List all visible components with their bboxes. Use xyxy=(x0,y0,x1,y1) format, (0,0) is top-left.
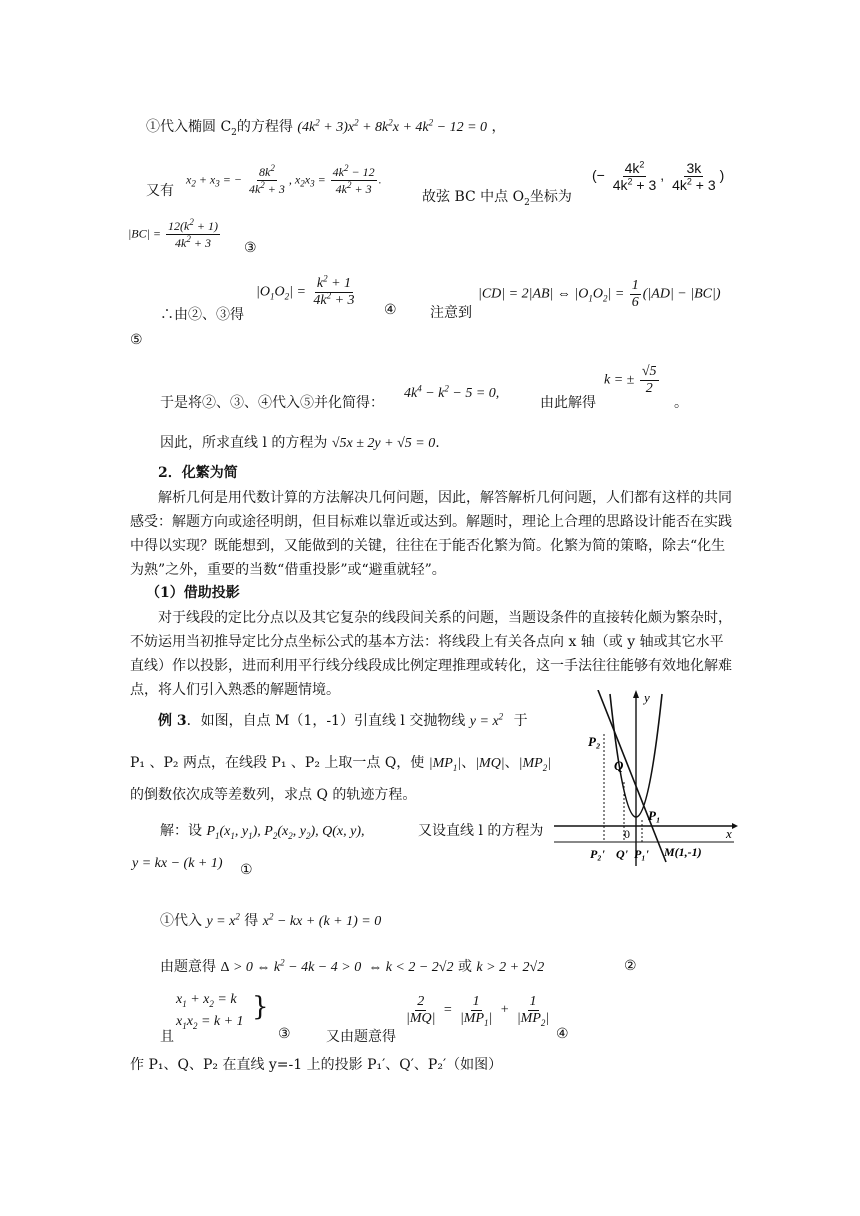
discriminant: Δ > 0 ⇔ $k^2 - 4k - 4 > 0$ ⇔ k < 2 − 2√2 xyxy=(220,957,454,975)
therefore-text xyxy=(160,304,244,324)
text: 的方程得 xyxy=(236,119,293,135)
mp2-abs: $|MP_2|$ xyxy=(518,756,552,773)
text: 因此，所求直线 l 的方程为 xyxy=(160,435,328,451)
projection-paragraph xyxy=(130,606,732,702)
x-axis-arrow xyxy=(732,823,738,829)
text: ③ xyxy=(244,240,257,256)
p2p-label: P₂' xyxy=(590,847,605,861)
text: 得 xyxy=(244,913,259,929)
and-text xyxy=(160,1026,174,1046)
parabola-figure xyxy=(554,690,738,866)
k-solution: k = ± $\frac{√5}{2}$ xyxy=(604,364,657,396)
m-label: M(1,-1) xyxy=(664,845,702,859)
text: 由题意得 xyxy=(160,959,216,975)
text: ③ xyxy=(278,1026,291,1042)
points-def: $P_1(x_1$, $y_1$), $P_2(x_2$, $y_2$), Q(x, y), xyxy=(206,824,365,841)
simplify-text xyxy=(160,392,384,412)
text: 坐标为 xyxy=(529,189,572,205)
text: 或 xyxy=(457,959,472,975)
substitute-line xyxy=(160,910,381,930)
example-line-2 xyxy=(130,752,551,772)
origin-label: 0 xyxy=(624,827,630,841)
midpoint-coords: (− $\frac{4k^2}{4k^2 + 3}$ , $\frac{3k}{4k^2 + 3}$ ) xyxy=(592,159,725,193)
mark-4 xyxy=(384,302,397,318)
text: 由此解得 xyxy=(540,395,596,411)
conclusion-text xyxy=(160,432,440,452)
parabola-eq-2: $y = x^2$ xyxy=(206,911,240,929)
x-label: x xyxy=(726,826,732,841)
text: ④ xyxy=(556,1026,569,1042)
cd-relation: |CD| = 2|AB| ⇔ $|O_1O_2|$ = $\frac{1}{6}$ (|AD| − |BC|) xyxy=(478,278,721,310)
projection-line xyxy=(130,1054,502,1074)
p1p-label: P₁' xyxy=(634,847,649,861)
text: ② xyxy=(624,958,637,974)
line-eq: y = kx − (k + 1) xyxy=(132,856,223,871)
vieta-formula: $x_2 + x_3$ = − $\frac{8k^2}{4k^2 + 3}$ , $x_2x_3$ = $\frac{4k^2 - 12}{4k^2 + 3}$ . xyxy=(186,163,382,196)
y-label: y xyxy=(644,690,650,705)
p2-label: P₂ xyxy=(588,734,601,749)
text: 、 xyxy=(461,755,476,771)
text: 且 xyxy=(160,1029,174,1045)
note-text xyxy=(430,302,472,322)
text: 2 xyxy=(524,197,530,208)
text: （1）借助投影 xyxy=(146,585,240,601)
mq-abs: |MQ| xyxy=(475,756,505,771)
o1o2-length: $|O_1O_2|$ = $\frac{k^2 + 1}{4k^2 + 3}$ xyxy=(256,273,355,308)
equation: $(4k^2 + 3)x^2 + 8k^2x + 4k^2 - 12 = 0$ xyxy=(297,117,488,135)
text: ①代入 xyxy=(160,913,202,929)
text: ∴由②、③得 xyxy=(160,307,244,323)
text: P₁ 、P₂ 两点，在线段 P₁ 、P₂ 上取一点 Q，使 xyxy=(130,755,425,771)
text: 。 xyxy=(674,395,688,411)
quartic-equation: $4k^4 - k^2 - 5 = 0$, xyxy=(404,383,500,401)
text: 于是将②、③、④代入⑤并化简得： xyxy=(160,395,384,411)
condition-text xyxy=(326,1026,396,1046)
qp-label: Q' xyxy=(616,847,628,861)
line-equation: √5x ± 2y + √5 = 0 xyxy=(331,436,436,451)
q-label: Q xyxy=(614,758,624,773)
mark-3 xyxy=(244,240,257,256)
line-substitute-ellipse xyxy=(146,116,505,136)
text: 作 P₁、Q、P₂ 在直线 y=-1 上的投影 P₁′、Q′、P₂′（如图） xyxy=(130,1057,503,1073)
quadratic-eq: $x^2$ − kx + (k + 1) = 0 xyxy=(262,911,382,929)
text: 的倒数依次成等差数列，求点 Q 的轨迹方程。 xyxy=(130,787,417,803)
midpoint-text xyxy=(422,186,572,206)
mp1-abs: $|MP_1|$ xyxy=(428,756,462,773)
mark-5 xyxy=(130,332,143,348)
subheading xyxy=(146,582,240,602)
discriminant-2: k > 2 + 2√2 xyxy=(476,960,545,975)
section-paragraph xyxy=(130,486,732,582)
label-youyou xyxy=(146,180,174,200)
mark-2 xyxy=(624,958,637,974)
text: 例 3 xyxy=(158,713,187,729)
text: 又有 xyxy=(146,183,174,199)
p1-label: P₁ xyxy=(648,808,661,823)
mark-4b xyxy=(556,1026,569,1042)
text: 又由题意得 xyxy=(326,1029,396,1045)
text: 解：设 xyxy=(160,823,202,839)
text: ④ xyxy=(384,302,397,318)
y-axis-arrow xyxy=(633,690,639,698)
text: ．如图，自点 M（1，-1）引直线 l 交抛物线 xyxy=(186,713,466,729)
section-heading xyxy=(158,462,238,482)
text: 2 xyxy=(231,127,237,138)
text: . xyxy=(435,435,440,451)
parabola-eq: $y = x^2$ xyxy=(469,711,504,729)
vieta-sum: $x_1 + x_2 = k$ xyxy=(176,992,237,1009)
text: 又设直线 l 的方程为 xyxy=(418,823,544,839)
text: 注意到 xyxy=(430,305,472,321)
text: ①代入椭圆 C xyxy=(146,119,232,135)
example-line-1 xyxy=(158,710,528,730)
text: ， xyxy=(491,119,506,135)
bc-length: |BC| = $\frac{12(k^2 + 1)}{4k^2 + 3}$ xyxy=(128,217,218,250)
text: 于 xyxy=(513,713,528,729)
text: 对于线段的定比分点以及其它复杂的线段间关系的问题，当题设条件的直接转化颇为繁杂时，不妨运用当初推导定比分点坐标公式的基本方法：将线段上有关各点向 x 轴（或 y 轴或其它水平直线）作以投影，进而利用平行线分线段成比例定理推理或转化，这一手法往往能够有效地化解难点，将人们引入熟悉的解题情境。 xyxy=(130,610,732,698)
solve-text xyxy=(540,392,596,412)
solution-line xyxy=(160,820,364,840)
mark-3b xyxy=(278,1026,291,1042)
line-l xyxy=(598,690,666,862)
text: 故弦 BC 中点 O xyxy=(422,189,525,205)
example-line-3 xyxy=(130,784,416,804)
mark-1 xyxy=(240,862,253,878)
text: 解析几何是用代数计算的方法解决几何问题，因此，解答解析几何问题，人们都有这样的共同感受：解题方向或途径明朗，但目标难以靠近或达到。解题时，理论上合理的思路设计能否在实践中得以实现？既能想到，又能做到的关键，往往在于能否化繁为简。化繁为简的策略，除去“化生为熟”之外，重要的当数“借重投影”或“避重就轻”。 xyxy=(130,490,732,578)
text: ① xyxy=(240,862,253,878)
line-def-text xyxy=(418,820,543,840)
text: 2．化繁为简 xyxy=(158,465,238,481)
brace: } xyxy=(252,992,269,1022)
period xyxy=(674,392,688,412)
discriminant-line xyxy=(160,956,544,976)
reciprocal-eq: $\frac{2}{|MQ|}$ = $\frac{1}{|MP_1|}$ + $\frac{1}{|MP_2|}$ xyxy=(406,994,550,1028)
text: ⑤ xyxy=(130,332,143,348)
vieta-product: $x_1x_2 = k + 1$ xyxy=(176,1014,244,1031)
text: 、 xyxy=(504,755,519,771)
